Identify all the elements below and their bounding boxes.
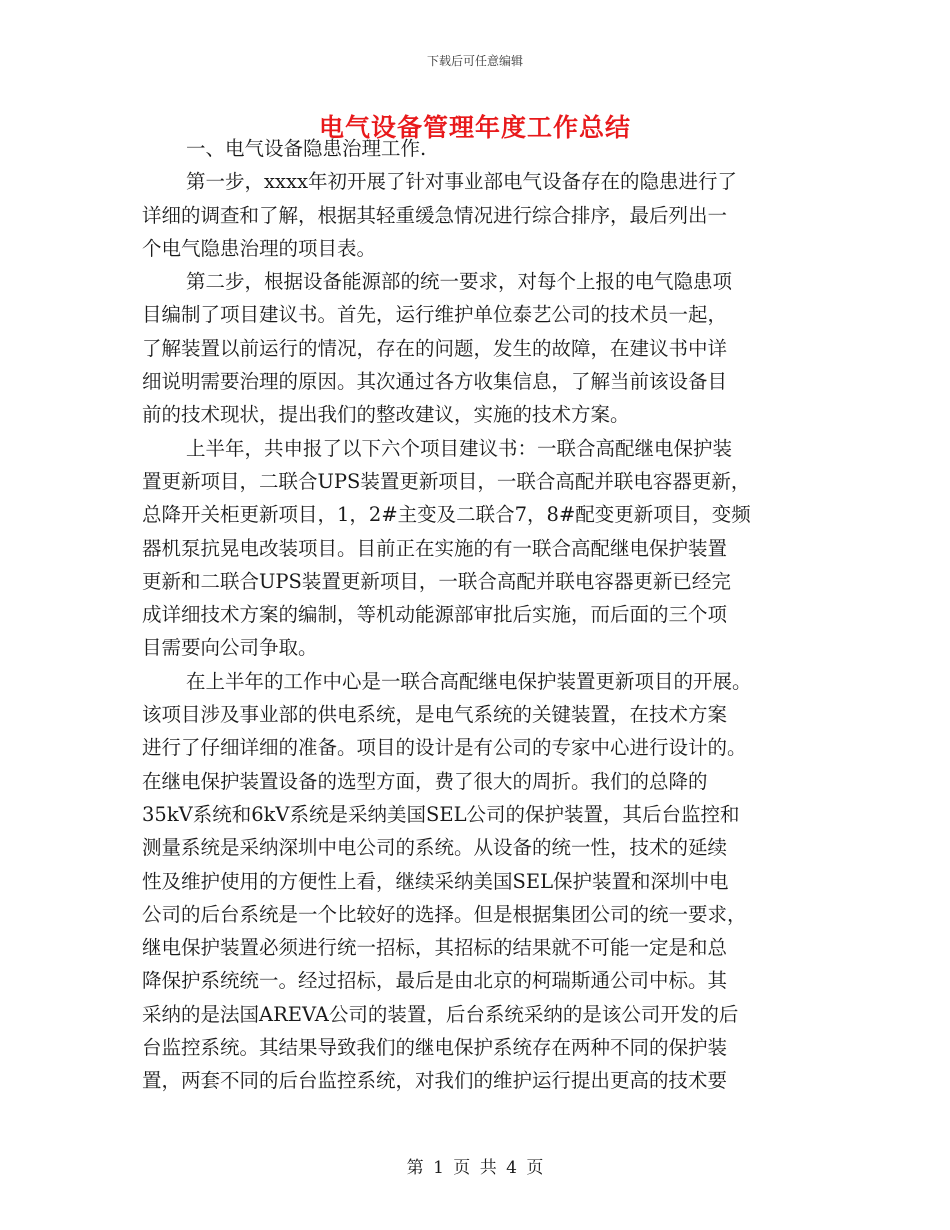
body-line: 上半年，共申报了以下六个项目建议书：一联合高配继电保护装	[186, 436, 733, 460]
body-line: 总降开关柜更新项目，1，2#主变及二联合7，8#配变更新项目，变频	[142, 503, 751, 527]
body-line: 成详细技术方案的编制，等机动能源部审批后实施，而后面的三个项	[142, 603, 728, 627]
body-line: 更新和二联合UPS装置更新项目，一联合高配并联电容器更新已经完	[142, 569, 731, 593]
body-line: 置，两套不同的后台监控系统，对我们的维护运行提出更高的技术要	[142, 1069, 728, 1093]
body-line: 降保护系统统一。经过招标，最后是由北京的柯瑞斯通公司中标。其	[142, 969, 728, 993]
body-line: 在上半年的工作中心是一联合高配继电保护装置更新项目的开展。	[186, 669, 752, 693]
body-line: 一、电气设备隐患治理工作.	[186, 137, 427, 160]
body-line: 在继电保护装置设备的选型方面，费了很大的周折。我们的总降的	[142, 769, 708, 793]
page-footer: 第 1 页 共 4 页	[406, 1158, 544, 1178]
body-line: 置更新项目，二联合UPS装置更新项目，一联合高配并联电容器更新，	[142, 469, 751, 493]
body-line: 细说明需要治理的原因。其次通过各方收集信息，了解当前该设备目	[142, 370, 728, 394]
body-line: 个电气隐患治理的项目表。	[142, 236, 377, 260]
body-line: 测量系统是采纳深圳中电公司的系统。从设备的统一性，技术的延续	[142, 836, 728, 860]
body-line: 第二步，根据设备能源部的统一要求，对每个上报的电气隐患项	[186, 270, 733, 294]
body-line: 性及维护使用的方便性上看，继续采纳美国SEL保护装置和深圳中电	[142, 869, 729, 893]
body-line: 35kV系统和6kV系统是采纳美国SEL公司的保护装置，其后台监控和	[142, 802, 740, 826]
body-line: 公司的后台系统是一个比较好的选择。但是根据集团公司的统一要求，	[142, 902, 747, 926]
body-line: 台监控系统。其结果导致我们的继电保护系统存在两种不同的保护装	[142, 1036, 728, 1060]
page-header: 下载后可任意编辑	[426, 54, 523, 68]
body-line: 该项目涉及事业部的供电系统，是电气系统的关键装置，在技术方案	[142, 703, 728, 727]
body-line: 继电保护装置必须进行统一招标，其招标的结果就不可能一定是和总	[142, 936, 728, 960]
body-line: 采纳的是法国AREVA公司的装置，后台系统采纳的是该公司开发的后	[142, 1002, 739, 1026]
document-title: 电气设备管理年度工作总结	[318, 113, 631, 142]
body-line: 进行了仔细详细的准备。项目的设计是有公司的专家中心进行设计的。	[142, 736, 747, 760]
body-line: 器机泵抗晃电改装项目。目前正在实施的有一联合高配继电保护装置	[142, 536, 728, 560]
body-line: 了解装置以前运行的情况，存在的问题，发生的故障，在建议书中详	[142, 336, 728, 360]
body-line: 目需要向公司争取。	[142, 636, 318, 660]
body-line: 详细的调查和了解，根据其轻重缓急情况进行综合排序，最后列出一	[142, 203, 728, 227]
body-line: 第一步，xxxx年初开展了针对事业部电气设备存在的隐患进行了	[186, 170, 737, 194]
body-line: 前的技术现状，提出我们的整改建议，实施的技术方案。	[142, 403, 630, 427]
document-body	[142, 132, 812, 1098]
body-line: 目编制了项目建议书。首先，运行维护单位泰艺公司的技术员一起，	[142, 303, 728, 327]
